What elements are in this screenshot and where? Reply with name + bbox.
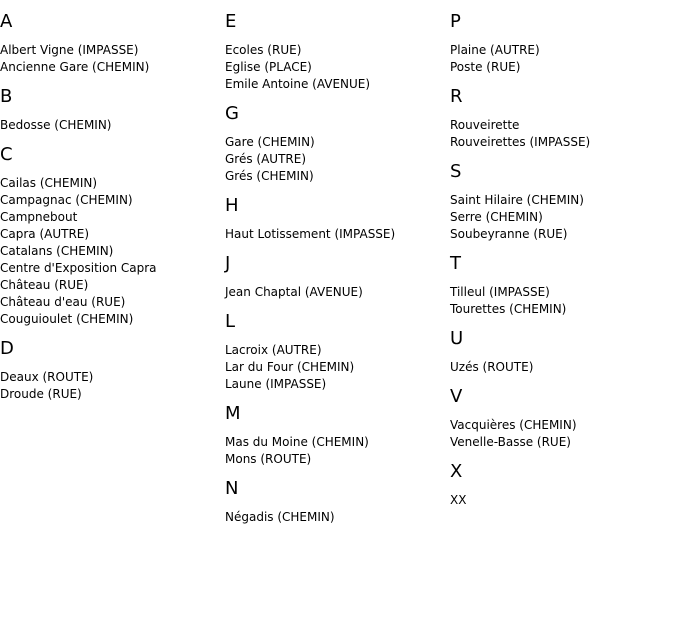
street-entry: Laune (IMPASSE) xyxy=(225,377,327,391)
street-entry: Ancienne Gare (CHEMIN) xyxy=(0,60,150,74)
street-entry: Tilleul (IMPASSE) xyxy=(450,285,550,299)
section-letter: G xyxy=(225,103,239,124)
section-r xyxy=(450,76,665,151)
street-entry: Haut Lotissement (IMPASSE) xyxy=(225,227,396,241)
section-j xyxy=(225,243,440,301)
street-entry: Capra (AUTRE) xyxy=(0,227,90,241)
street-entry: Grés (CHEMIN) xyxy=(225,169,314,183)
street-entry: Mas du Moine (CHEMIN) xyxy=(225,435,369,449)
section-letter: R xyxy=(450,86,463,107)
entry-list xyxy=(225,509,440,526)
street-entry: Vacquières (CHEMIN) xyxy=(450,418,577,432)
street-entry: Rouveirettes (IMPASSE) xyxy=(450,135,591,149)
section-l xyxy=(225,301,440,393)
street-entry: Poste (RUE) xyxy=(450,60,521,74)
index-column-1 xyxy=(0,0,215,403)
street-entry: Grés (AUTRE) xyxy=(225,152,307,166)
section-m xyxy=(225,393,440,468)
section-n xyxy=(225,468,440,526)
entry-list xyxy=(225,42,440,93)
section-letter: J xyxy=(225,253,231,274)
entry-list xyxy=(0,175,215,328)
entry-list xyxy=(0,42,215,76)
section-letter: X xyxy=(450,461,463,482)
street-entry: Deaux (ROUTE) xyxy=(0,370,94,384)
entry-list xyxy=(450,192,665,243)
entry-list xyxy=(450,42,665,76)
section-letter: M xyxy=(225,403,241,424)
section-u xyxy=(450,318,665,376)
section-letter: P xyxy=(450,11,461,32)
street-entry: Cailas (CHEMIN) xyxy=(0,176,98,190)
street-entry: Eglise (PLACE) xyxy=(225,60,312,74)
street-entry: Château d'eau (RUE) xyxy=(0,295,126,309)
street-entry: Gare (CHEMIN) xyxy=(225,135,315,149)
section-s xyxy=(450,151,665,243)
street-entry: Albert Vigne (IMPASSE) xyxy=(0,43,139,57)
street-entry: Rouveirette xyxy=(450,118,520,132)
section-letter: D xyxy=(0,338,14,359)
street-entry: Lar du Four (CHEMIN) xyxy=(225,360,355,374)
section-c xyxy=(0,134,215,328)
street-entry: Catalans (CHEMIN) xyxy=(0,244,114,258)
street-entry: Bedosse (CHEMIN) xyxy=(0,118,112,132)
street-entry: Campnebout xyxy=(0,210,78,224)
section-g xyxy=(225,93,440,185)
street-entry: Emile Antoine (AVENUE) xyxy=(225,77,371,91)
entry-list xyxy=(0,117,215,134)
entry-list xyxy=(225,434,440,468)
section-letter: U xyxy=(450,328,464,349)
section-letter: C xyxy=(0,144,13,165)
street-entry: Plaine (AUTRE) xyxy=(450,43,540,57)
entry-list xyxy=(450,492,665,509)
street-entry: Serre (CHEMIN) xyxy=(450,210,543,224)
entry-list xyxy=(225,226,440,243)
index-column-3 xyxy=(450,0,665,509)
street-entry: Soubeyranne (RUE) xyxy=(450,227,568,241)
section-x xyxy=(450,451,665,509)
entry-list xyxy=(0,369,215,403)
street-entry: Uzés (ROUTE) xyxy=(450,360,534,374)
section-letter: H xyxy=(225,195,239,216)
section-b xyxy=(0,76,215,134)
street-entry: Venelle-Basse (RUE) xyxy=(450,435,571,449)
section-p xyxy=(450,0,665,76)
street-entry: Négadis (CHEMIN) xyxy=(225,510,335,524)
section-h xyxy=(225,185,440,243)
section-letter: E xyxy=(225,11,237,32)
section-t xyxy=(450,243,665,318)
entry-list xyxy=(225,284,440,301)
section-a xyxy=(0,0,215,76)
section-letter: A xyxy=(0,11,13,32)
entry-list xyxy=(225,134,440,185)
street-entry: Campagnac (CHEMIN) xyxy=(0,193,133,207)
entry-list xyxy=(450,417,665,451)
street-entry: Tourettes (CHEMIN) xyxy=(450,302,567,316)
entry-list xyxy=(450,117,665,151)
street-entry: Couguioulet (CHEMIN) xyxy=(0,312,134,326)
street-entry: Mons (ROUTE) xyxy=(225,452,312,466)
section-v xyxy=(450,376,665,451)
section-letter: N xyxy=(225,478,239,499)
street-entry: Droude (RUE) xyxy=(0,387,82,401)
section-letter: T xyxy=(450,253,461,274)
section-letter: V xyxy=(450,386,463,407)
street-entry: Saint Hilaire (CHEMIN) xyxy=(450,193,584,207)
street-entry: XX xyxy=(450,493,467,507)
section-letter: S xyxy=(450,161,462,182)
section-letter: L xyxy=(225,311,236,332)
section-letter: B xyxy=(0,86,13,107)
street-entry: Jean Chaptal (AVENUE) xyxy=(225,285,363,299)
street-entry: Lacroix (AUTRE) xyxy=(225,343,322,357)
entry-list xyxy=(450,284,665,318)
street-entry: Château (RUE) xyxy=(0,278,89,292)
entry-list xyxy=(225,342,440,393)
street-entry: Centre d'Exposition Capra xyxy=(0,261,157,275)
street-entry: Ecoles (RUE) xyxy=(225,43,302,57)
index-column-2 xyxy=(225,0,440,526)
section-e xyxy=(225,0,440,93)
section-d xyxy=(0,328,215,403)
entry-list xyxy=(450,359,665,376)
